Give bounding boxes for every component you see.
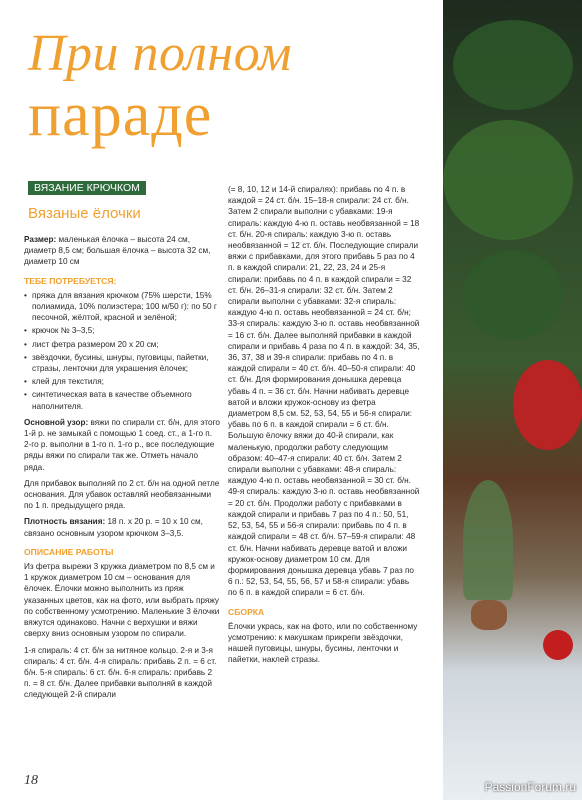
size-paragraph bbox=[24, 234, 220, 268]
assembly-paragraph: Ёлочки укрась, как на фото, или по собственному усмотрению: к макушкам прикрепи звёздочки, нашей пуговицы, шнуры, бусины, ленточки и пайетки, наклей стразы. bbox=[228, 621, 418, 665]
materials-list bbox=[24, 290, 220, 412]
increase-paragraph: Для прибавок выполняй по 2 ст. б/н на одной петле основания. Для убавок оставляй необвязанными по 1 п. предыдущего ряда. bbox=[24, 478, 220, 511]
article-subtitle: Вязаные ёлочки bbox=[28, 205, 141, 222]
materials-heading: ТЕБЕ ПОТРЕБУЕТСЯ: bbox=[24, 275, 117, 286]
instructions-paragraph: (= 8, 10, 12 и 14-й спиралях): прибавь по 4 п. в каждой = 24 ст. б/н. 15–18-я спирали: 24 ст. б/н. Затем 2 спирали выполни с убавками: 19-я спираль: каждую 4-ю п. оставь необвязанной = 18 ст. б/н. 20-я спираль: каждую 3-ю п. оставь необвязанной = 12 ст. б/н. Последующие спирали вяжи с прибавками, для этого прибавь 5 раз по 4 п. в каждой спирали: 21, 22, 23, 24 и 25-я спирали: прибавь по 4 п. в каждой спирали = 32 ст. б/н. 26–31-я спирали: 32 ст. б/н. Затем 2 спирали выполни с убавками: 32-я спираль: каждую 4-ю п. оставь необвязанной = 24 ст. б/н; 33-я спираль: каждую 3-ю п. оставь необвязанной = 16 ст. б/н. Далее выполняй прибавки в каждой спирали и прибавь 4 раза по 4 п. в каждой: 34, 35, 36, 37, 38 и 39-я спирали: прибавь по 4 п. в каждой спирали = 40 ст. б/н. 40–50-я спирали: 40 ст. б/н. Для формирования донышка деревца убавь 4 п. = 36 ст. б/н. Начни набивать деревце ватой и вложи кружок-основу из фетра диаметром 8,5 см. 52, 53, 54, 55 и 56-я спирали: убавь по 6 п. в каждой спирали = 6 ст. б/н. Большую ёлочку вяжи до 40-й спирали, как маленькую, продолжи работу следующим образом: 40–47-я спирали: 40 ст. б/н. Затем 2 спирали выполни с убавками: 48-я спираль: каждую 4-ю п. оставь необвязанной = 30 ст. б/н. 49-я спираль: каждую 3-ю п. оставь необвязанной = 20 ст. б/н. Продолжи работу с прибавками в каждой спирали и прибавь 7 раз по 4 п.: 50, 51, 52, 53, 54, 55 и 56-я спирали: прибавь по 4 п. в каждой спирали = 48 ст. б/н. 57–59-я спирали: 48 ст. б/н. Начни набивать деревце ватой и вложи кружок-основу диаметром 10 см. Для формирования донышка деревца убавь 7 раз по 6 п.: 52, 53, 54, 55, 56, 57 и 58-я спирали: убавь по 6 п. в каждой спирали = 6 ст. б/н. bbox=[228, 185, 420, 598]
list-item: • синтетическая вата в качестве объемного наполнителя. bbox=[24, 389, 220, 411]
size-label: Размер: bbox=[24, 235, 57, 244]
page-number: 18 bbox=[24, 773, 38, 788]
right-column bbox=[228, 184, 420, 671]
pattern-label: Основной узор: bbox=[24, 417, 89, 427]
list-item: • пряжа для вязания крючком (75% шерсти, 15% полиамида, 10% полиэстера; 100 м/50 г): по 50 г песочной, жёлтой, красной и зелёной; bbox=[24, 290, 220, 324]
pattern-paragraph bbox=[24, 417, 220, 473]
assembly-heading: СБОРКА bbox=[228, 606, 265, 617]
work-paragraph-1: Из фетра вырежи 3 кружка диаметром по 8,5 см и 1 кружок диаметром 10 см – основания для ёлочек. Ёлочки можно выполнить из пряж указанных цветов, как на фото, или выбрать пряжу по собственному усмотрению. Маленькие 3 ёлочки вяжутся одинаково. Начни с верхушки и вяжи сверху вниз основным узором по спирали. bbox=[24, 562, 220, 639]
christmas-tree-photo bbox=[443, 0, 582, 800]
density-text: 18 п. х 20 р. = 10 х 10 см, связано основным узором крючком 3–3,5. bbox=[24, 517, 203, 538]
title-line-1: При полном bbox=[28, 25, 292, 82]
list-item: • клей для текстиля; bbox=[24, 376, 220, 387]
page-title bbox=[28, 25, 448, 149]
list-item: • звёздочки, бусины, шнуры, пуговицы, пайетки, стразы, ленточки для украшения ёлочек; bbox=[24, 352, 220, 374]
list-item: • лист фетра размером 20 х 20 см; bbox=[24, 339, 220, 350]
work-paragraph-2: 1-я спираль: 4 ст. б/н за нитяное кольцо. 2-я и 3-я спираль: 4 ст. б/н. 4-я спираль: прибавь 2 п. = 6 ст. б/н. 5-я спираль: 6 ст. б/н. 6-я спираль: прибавь 2 п. = 8 ст. б/н. Далее прибавки выполняй в каждой следующей 2-й спирали bbox=[24, 645, 217, 700]
watermark: PassionForum.ru bbox=[484, 780, 576, 794]
title-line-2: параде bbox=[28, 81, 213, 149]
size-text: маленькая ёлочка – высота 24 см, диаметр 8,5 см; большая ёлочка – высота 32 см, диаметр 10 см bbox=[24, 235, 211, 267]
density-label: Плотность вязания: bbox=[24, 517, 106, 527]
pattern-text: вяжи по спирали ст. б/н, для этого 1-й р. не замыкай с помощью 1 соед. ст., а 1-го п. 2-го р. выполни в 1-го п. 1-го р., все последующие ряды вяжи по спирали так же. Отметь начало ряда. bbox=[24, 417, 220, 472]
section-tag: ВЯЗАНИЕ КРЮЧКОМ bbox=[28, 181, 146, 195]
work-heading: ОПИСАНИЕ РАБОТЫ bbox=[24, 546, 114, 557]
list-item: • крючок № 3–3,5; bbox=[24, 325, 220, 336]
left-column bbox=[24, 234, 220, 706]
density-paragraph bbox=[24, 516, 220, 538]
